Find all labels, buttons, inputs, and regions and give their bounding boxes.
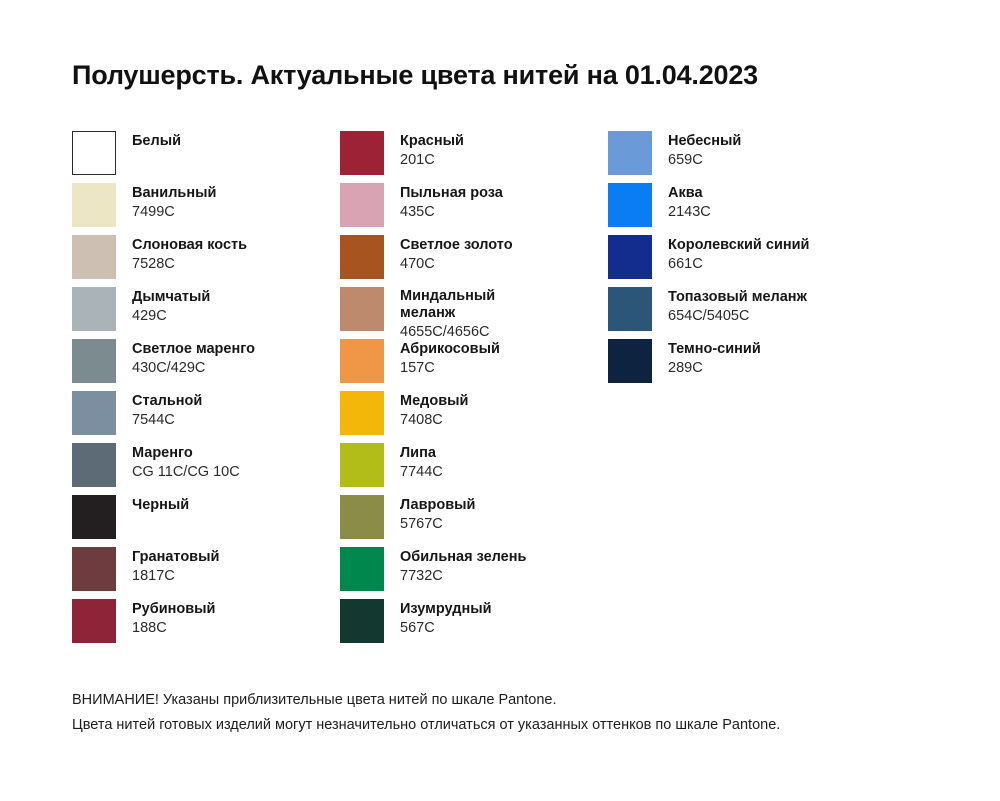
color-swatch [72,495,116,539]
swatch-code: 1817C [132,568,175,584]
swatch-name: Дымчатый [132,289,211,305]
list-item [608,235,876,287]
list-item [340,391,608,443]
swatch-code: 430C/429C [132,360,206,376]
swatch-text [400,235,513,273]
color-swatch [340,287,384,331]
color-swatch [340,391,384,435]
list-item [72,131,340,183]
color-swatch [72,599,116,643]
swatch-name: Красный [400,133,464,149]
color-swatch [72,287,116,331]
color-swatch [340,547,384,591]
color-swatch [608,339,652,383]
swatch-code: 661C [668,256,703,272]
swatch-text [400,599,492,637]
color-swatch [340,183,384,227]
swatch-text [132,547,219,585]
swatch-name: Темно-синий [668,341,761,357]
swatch-name: Обильная зелень [400,549,527,565]
swatch-text [132,287,210,325]
list-item [72,183,340,235]
color-swatch [72,391,116,435]
swatch-name: Липа [400,445,436,461]
swatch-name: Черный [132,497,190,513]
swatch-name: Миндальный меланж [400,288,496,321]
swatch-name: Топазовый меланж [668,289,807,305]
swatch-text [132,131,181,151]
swatch-text [400,547,526,585]
swatch-text [668,287,807,325]
page-title: Полушерсть. Актуальные цвета нитей на 01.04.2023 [72,60,758,90]
swatch-code: 201C [400,152,435,168]
swatch-code: 659C [668,152,703,168]
color-swatch [72,235,116,279]
list-item [608,131,876,183]
swatch-code: 7499C [132,204,175,220]
swatch-column-2 [340,131,608,651]
color-swatch [340,495,384,539]
color-swatch [340,599,384,643]
swatch-column-1 [72,131,340,651]
list-item [340,183,608,235]
list-item [608,339,876,391]
swatch-text [132,235,247,273]
swatch-code: CG 11C/CG 10C [132,464,240,480]
swatch-code: 7744C [400,464,443,480]
color-swatch [72,183,116,227]
swatch-code: 470C [400,256,435,272]
swatch-columns [72,131,952,651]
swatch-name: Абрикосовый [400,341,500,357]
list-item [72,495,340,547]
list-item [340,495,608,547]
color-swatch [340,443,384,487]
swatch-name: Слоновая кость [132,237,248,253]
list-item [72,547,340,599]
color-swatch [608,183,652,227]
list-item [72,443,340,495]
swatch-text [400,443,443,481]
color-swatch [608,131,652,175]
color-swatch [72,547,116,591]
color-swatch [340,339,384,383]
list-item [72,599,340,651]
swatch-text [400,391,468,429]
swatch-name: Медовый [400,393,469,409]
swatch-name: Гранатовый [132,549,220,565]
color-swatch [608,235,652,279]
list-item [340,131,608,183]
swatch-text [132,183,216,221]
swatch-column-3 [608,131,876,651]
swatch-name: Небесный [668,133,742,149]
swatch-code: 4655C/4656C [400,324,490,340]
swatch-code: 435C [400,204,435,220]
swatch-name: Маренго [132,445,193,461]
list-item [72,391,340,443]
color-swatch [608,287,652,331]
color-swatch [72,131,116,175]
swatch-name: Лавровый [400,497,476,513]
list-item [608,287,876,339]
swatch-text [668,131,741,169]
swatch-text [668,235,809,273]
swatch-code: 157C [400,360,435,376]
swatch-code: 654C/5405C [668,308,750,324]
list-item [608,183,876,235]
swatch-code: 7528C [132,256,175,272]
swatch-text [668,183,711,221]
swatch-text [132,495,189,515]
swatch-name: Стальной [132,393,203,409]
list-item [340,443,608,495]
color-swatch [340,131,384,175]
list-item [72,287,340,339]
swatch-code: 7732C [400,568,443,584]
swatch-name: Аква [668,185,703,201]
swatch-name: Светлое маренго [132,341,255,357]
swatch-code: 7544C [132,412,175,428]
swatch-text [132,391,202,429]
swatch-code: 429C [132,308,167,324]
footnote [72,688,780,738]
swatch-name: Ванильный [132,185,217,201]
swatch-text [400,183,503,221]
list-item [340,599,608,651]
swatch-code: 289C [668,360,703,376]
list-item [340,547,608,599]
swatch-text [400,495,475,533]
list-item [72,339,340,391]
color-swatch [72,443,116,487]
swatch-code: 567C [400,620,435,636]
color-swatch [340,235,384,279]
swatch-name: Королевский синий [668,237,810,253]
list-item [340,339,608,391]
list-item [72,235,340,287]
swatch-name: Изумрудный [400,601,492,617]
swatch-text [400,287,550,341]
swatch-text [132,339,255,377]
list-item [340,287,608,339]
swatch-name: Белый [132,133,181,149]
swatch-text [668,339,761,377]
swatch-code: 2143C [668,204,711,220]
swatch-text [400,339,500,377]
footnote-line-1: ВНИМАНИЕ! Указаны приблизительные цвета нитей по шкале Pantone. [72,692,557,708]
swatch-code: 7408C [400,412,443,428]
color-swatch [72,339,116,383]
swatch-name: Рубиновый [132,601,216,617]
swatch-name: Светлое золото [400,237,513,253]
swatch-text [132,443,240,481]
swatch-code: 188C [132,620,167,636]
swatch-name: Пыльная роза [400,185,503,201]
list-item [340,235,608,287]
swatch-text [400,131,464,169]
swatch-text [132,599,215,637]
footnote-line-2: Цвета нитей готовых изделий могут незначительно отличаться от указанных оттенков по шкале Pantone. [72,717,781,733]
swatch-code: 5767C [400,516,443,532]
